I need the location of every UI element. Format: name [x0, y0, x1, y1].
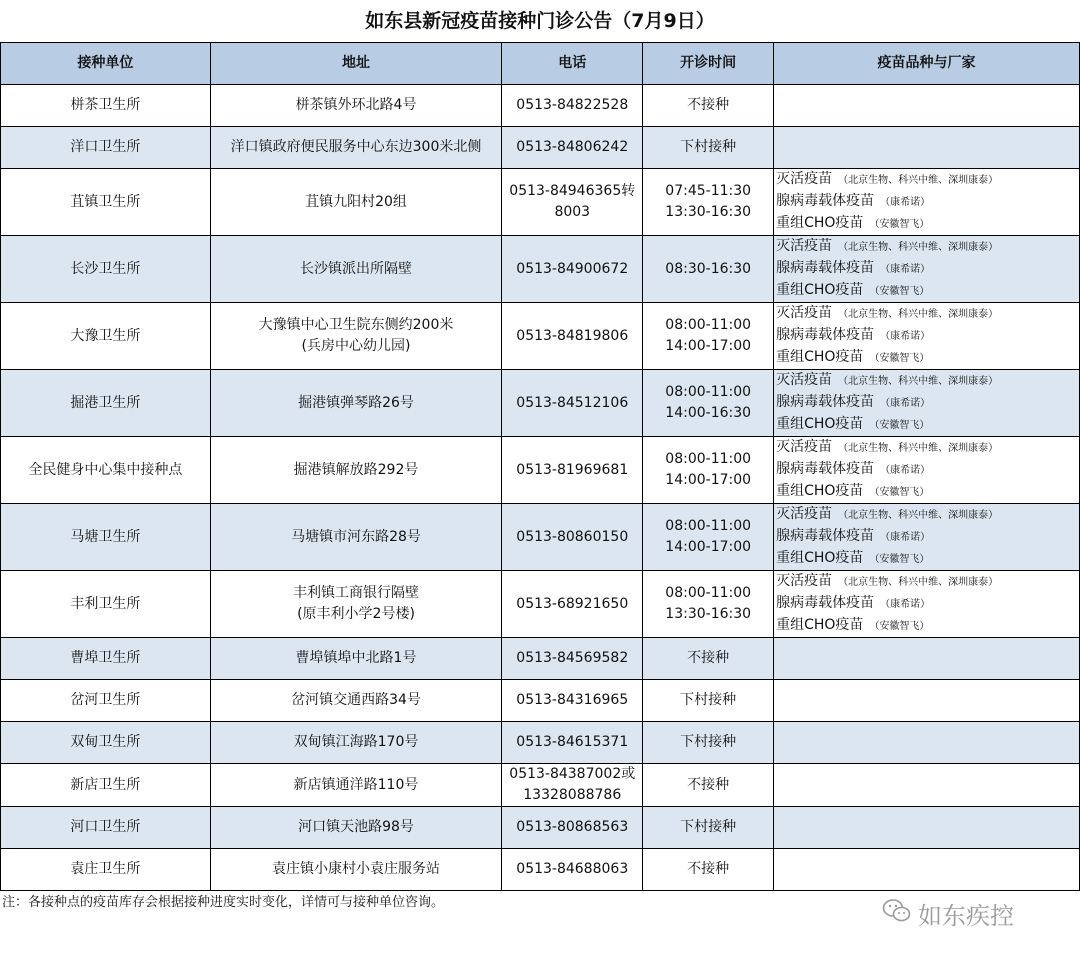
hours-line: 不接种: [687, 861, 730, 877]
cell-phone: [502, 571, 643, 638]
hours-line: 08:30-16:30: [665, 260, 752, 277]
header-hours: 开诊时间: [643, 43, 774, 85]
cell-phone: [502, 680, 643, 722]
cell-phone: [502, 437, 643, 504]
cell-vaccines: [774, 807, 1080, 849]
vaccine-name: 重组CHO疫苗: [776, 349, 864, 365]
address-line: 掘港镇解放路292号: [293, 461, 419, 478]
cell-address: [210, 571, 502, 638]
header-phone: 电话: [502, 43, 643, 85]
cell-unit: 马塘卫生所: [1, 504, 211, 571]
vaccine-maker: （安徽智飞）: [869, 353, 930, 364]
vaccine-line: [776, 392, 1079, 414]
vaccine-name: 腺病毒载体疫苗: [776, 394, 875, 410]
address-line: 苴镇九阳村20组: [305, 193, 407, 210]
table-row: [1, 638, 1080, 680]
cell-unit: 袁庄卫生所: [1, 849, 211, 891]
hours-line: 不接种: [687, 97, 730, 113]
cell-hours: [643, 571, 774, 638]
vaccine-maker: （北京生物、科兴中维、深圳康泰）: [838, 577, 999, 588]
phone-line: 0513-84316965: [516, 692, 629, 708]
hours-line: 14:00-17:00: [665, 338, 752, 354]
vaccine-name: 灭活疫苗: [776, 171, 833, 187]
vaccine-maker: （安徽智飞）: [869, 554, 930, 565]
vaccine-line: [776, 347, 1079, 369]
cell-hours: [643, 807, 774, 849]
table-row: [1, 764, 1080, 807]
vaccine-maker: （北京生物、科兴中维、深圳康泰）: [838, 443, 999, 454]
hours-line: 08:00-11:00: [665, 518, 752, 534]
cell-address: [210, 722, 502, 764]
vaccine-line: [776, 571, 1079, 593]
cell-hours: [643, 370, 774, 437]
vaccine-maker: （安徽智飞）: [869, 420, 930, 431]
cell-address: [210, 638, 502, 680]
address-line: 丰利镇工商银行隔壁: [293, 585, 419, 601]
address-line: 栟茶镇外环北路4号: [295, 97, 417, 113]
vaccine-maker: （康希诺）: [880, 331, 931, 342]
cell-unit: 双甸卫生所: [1, 722, 211, 764]
cell-address: [210, 169, 502, 236]
table-row: [1, 722, 1080, 764]
address-line: 曹埠镇埠中北路1号: [295, 650, 417, 666]
cell-address: [210, 437, 502, 504]
address-line: (兵房中心幼儿园): [301, 338, 411, 354]
cell-unit: 苴镇卫生所: [1, 169, 211, 236]
cell-vaccines: [774, 680, 1080, 722]
cell-hours: [643, 236, 774, 303]
cell-hours: [643, 764, 774, 807]
vaccine-name: 灭活疫苗: [776, 439, 833, 455]
cell-unit: 曹埠卫生所: [1, 638, 211, 680]
vaccine-line: [776, 548, 1079, 570]
cell-vaccines: [774, 127, 1080, 169]
address-line: 新店镇通洋路110号: [293, 776, 419, 793]
header-unit: 接种单位: [1, 43, 211, 85]
hours-line: 下村接种: [680, 819, 737, 835]
table-row: [1, 85, 1080, 127]
cell-address: [210, 236, 502, 303]
cell-vaccines: [774, 303, 1080, 370]
hours-line: 14:00-17:00: [665, 472, 752, 488]
cell-address: [210, 504, 502, 571]
cell-address: [210, 370, 502, 437]
address-line: 河口镇天池路98号: [298, 819, 414, 835]
cell-hours: [643, 638, 774, 680]
cell-vaccines: [774, 236, 1080, 303]
hours-line: 下村接种: [680, 734, 737, 750]
cell-vaccines: [774, 169, 1080, 236]
vaccine-name: 腺病毒载体疫苗: [776, 528, 875, 544]
cell-unit: 洋口卫生所: [1, 127, 211, 169]
cell-phone: [502, 127, 643, 169]
vaccine-name: 重组CHO疫苗: [776, 282, 864, 298]
vaccine-maker: （北京生物、科兴中维、深圳康泰）: [838, 309, 999, 320]
table-row: [1, 303, 1080, 370]
vaccine-name: 腺病毒载体疫苗: [776, 595, 875, 611]
vaccine-name: 灭活疫苗: [776, 573, 833, 589]
phone-line: 0513-80868563: [516, 819, 629, 835]
table-row: [1, 127, 1080, 169]
table-header-row: [1, 43, 1080, 85]
cell-vaccines: [774, 571, 1080, 638]
watermark-text: 如东疾控: [918, 902, 1014, 930]
vaccine-line: [776, 169, 1079, 191]
address-line: 掘港镇弹琴路26号: [298, 394, 414, 411]
cell-phone: [502, 764, 643, 807]
cell-vaccines: [774, 504, 1080, 571]
cell-address: [210, 85, 502, 127]
page-title: 如东县新冠疫苗接种门诊公告（7月9日）: [365, 10, 715, 32]
vaccine-line: [776, 325, 1079, 347]
cell-vaccines: [774, 437, 1080, 504]
header-vaccines: 疫苗品种与厂家: [774, 43, 1080, 85]
hours-line: 13:30-16:30: [665, 204, 752, 220]
hours-line: 13:30-16:30: [665, 606, 752, 622]
phone-line: 0513-84512106: [516, 394, 629, 411]
table-row: [1, 236, 1080, 303]
table-row: [1, 680, 1080, 722]
phone-line: 0513-84688063: [516, 861, 629, 877]
cell-unit: 河口卫生所: [1, 807, 211, 849]
cell-phone: [502, 722, 643, 764]
vaccine-maker: （安徽智飞）: [869, 219, 930, 230]
vaccine-name: 重组CHO疫苗: [776, 416, 864, 432]
hours-line: 14:00-17:00: [665, 539, 752, 555]
vaccine-line: [776, 280, 1079, 302]
hours-line: 08:00-11:00: [665, 317, 752, 333]
cell-unit: 岔河卫生所: [1, 680, 211, 722]
cell-hours: [643, 127, 774, 169]
phone-line: 0513-84806242: [516, 139, 629, 155]
header-address: 地址: [210, 43, 502, 85]
vaccine-maker: （安徽智飞）: [869, 286, 930, 297]
phone-line: 0513-84900672: [516, 260, 629, 277]
table-row: [1, 370, 1080, 437]
address-line: 袁庄镇小康村小袁庄服务站: [272, 861, 440, 877]
phone-line: 0513-80860150: [516, 528, 629, 545]
cell-phone: [502, 303, 643, 370]
vaccine-line: [776, 191, 1079, 213]
vaccine-line: [776, 414, 1079, 436]
phone-line: 0513-84387002或: [509, 766, 636, 782]
phone-line: 0513-68921650: [516, 595, 629, 612]
cell-hours: [643, 680, 774, 722]
phone-line: 0513-84946365转: [509, 183, 636, 199]
vaccine-name: 灭活疫苗: [776, 238, 833, 254]
address-line: 马塘镇市河东路28号: [291, 528, 421, 545]
vaccine-maker: （康希诺）: [880, 264, 931, 275]
wechat-icon: [882, 898, 912, 930]
cell-vaccines: [774, 849, 1080, 891]
cell-hours: [643, 849, 774, 891]
cell-hours: [643, 303, 774, 370]
cell-unit: 长沙卫生所: [1, 236, 211, 303]
table-row: [1, 849, 1080, 891]
vaccine-line: [776, 258, 1079, 280]
cell-unit: 栟茶卫生所: [1, 85, 211, 127]
cell-phone: [502, 169, 643, 236]
vaccine-name: 重组CHO疫苗: [776, 550, 864, 566]
address-line: (原丰利小学2号楼): [297, 606, 415, 622]
cell-address: [210, 127, 502, 169]
cell-hours: [643, 169, 774, 236]
address-line: 大豫镇中心卫生院东侧约200米: [258, 317, 454, 333]
phone-line: 0513-84822528: [516, 97, 629, 113]
cell-phone: [502, 849, 643, 891]
hours-line: 08:00-11:00: [665, 451, 752, 467]
phone-line: 8003: [554, 204, 591, 220]
cell-hours: [643, 722, 774, 764]
vaccine-line: [776, 437, 1079, 459]
vaccine-line: [776, 526, 1079, 548]
hours-line: 14:00-16:30: [665, 405, 752, 421]
cell-vaccines: [774, 722, 1080, 764]
cell-address: [210, 807, 502, 849]
hours-line: 不接种: [687, 776, 730, 793]
vaccine-line: [776, 370, 1079, 392]
clinic-table: [0, 42, 1080, 891]
vaccine-name: 灭活疫苗: [776, 305, 833, 321]
address-line: 洋口镇政府便民服务中心东边300米北侧: [230, 139, 482, 155]
phone-line: 0513-81969681: [516, 461, 629, 478]
vaccine-line: [776, 459, 1079, 481]
cell-address: [210, 303, 502, 370]
hours-line: 下村接种: [680, 139, 737, 155]
vaccine-line: [776, 303, 1079, 325]
vaccine-line: [776, 481, 1079, 503]
table-row: [1, 571, 1080, 638]
hours-line: 不接种: [687, 650, 730, 666]
vaccine-maker: （北京生物、科兴中维、深圳康泰）: [838, 175, 999, 186]
vaccine-name: 重组CHO疫苗: [776, 215, 864, 231]
cell-vaccines: [774, 764, 1080, 807]
phone-line: 0513-84819806: [516, 327, 629, 344]
cell-unit: 新店卫生所: [1, 764, 211, 807]
vaccine-line: [776, 236, 1079, 258]
hours-line: 08:00-11:00: [665, 384, 752, 400]
cell-vaccines: [774, 370, 1080, 437]
vaccine-name: 重组CHO疫苗: [776, 483, 864, 499]
cell-hours: [643, 437, 774, 504]
address-line: 岔河镇交通西路34号: [291, 692, 421, 708]
vaccine-name: 腺病毒载体疫苗: [776, 193, 875, 209]
vaccine-maker: （康希诺）: [880, 398, 931, 409]
vaccine-maker: （北京生物、科兴中维、深圳康泰）: [838, 510, 999, 521]
cell-hours: [643, 85, 774, 127]
cell-hours: [643, 504, 774, 571]
cell-phone: [502, 370, 643, 437]
cell-unit: 丰利卫生所: [1, 571, 211, 638]
hours-line: 下村接种: [680, 692, 737, 708]
vaccine-line: [776, 213, 1079, 235]
watermark: [882, 896, 1014, 931]
cell-unit: 全民健身中心集中接种点: [1, 437, 211, 504]
cell-address: [210, 764, 502, 807]
table-row: [1, 437, 1080, 504]
phone-line: 13328088786: [523, 787, 622, 803]
table-row: [1, 807, 1080, 849]
cell-address: [210, 680, 502, 722]
phone-line: 0513-84615371: [516, 734, 629, 750]
vaccine-maker: （安徽智飞）: [869, 487, 930, 498]
vaccine-line: [776, 504, 1079, 526]
table-row: [1, 504, 1080, 571]
vaccine-maker: （北京生物、科兴中维、深圳康泰）: [838, 376, 999, 387]
cell-phone: [502, 638, 643, 680]
vaccine-name: 腺病毒载体疫苗: [776, 260, 875, 276]
table-body: [1, 85, 1080, 891]
cell-phone: [502, 807, 643, 849]
phone-line: 0513-84569582: [516, 650, 629, 666]
vaccine-line: [776, 593, 1079, 615]
footnote: 注：各接种点的疫苗库存会根据接种进度实时变化，详情可与接种单位咨询。: [2, 895, 445, 910]
vaccine-name: 灭活疫苗: [776, 372, 833, 388]
hours-line: 07:45-11:30: [665, 183, 752, 199]
vaccine-name: 重组CHO疫苗: [776, 617, 864, 633]
cell-vaccines: [774, 638, 1080, 680]
vaccine-maker: （康希诺）: [880, 532, 931, 543]
table-row: [1, 169, 1080, 236]
vaccine-maker: （北京生物、科兴中维、深圳康泰）: [838, 242, 999, 253]
cell-vaccines: [774, 85, 1080, 127]
address-line: 双甸镇江海路170号: [293, 734, 419, 750]
cell-phone: [502, 504, 643, 571]
cell-phone: [502, 85, 643, 127]
vaccine-name: 腺病毒载体疫苗: [776, 461, 875, 477]
vaccine-line: [776, 615, 1079, 637]
vaccine-maker: （康希诺）: [880, 599, 931, 610]
vaccine-name: 腺病毒载体疫苗: [776, 327, 875, 343]
vaccine-maker: （康希诺）: [880, 197, 931, 208]
hours-line: 08:00-11:00: [665, 585, 752, 601]
cell-unit: 掘港卫生所: [1, 370, 211, 437]
cell-address: [210, 849, 502, 891]
vaccine-maker: （康希诺）: [880, 465, 931, 476]
address-line: 长沙镇派出所隔壁: [300, 260, 412, 277]
vaccine-name: 灭活疫苗: [776, 506, 833, 522]
cell-phone: [502, 236, 643, 303]
cell-unit: 大豫卫生所: [1, 303, 211, 370]
vaccine-maker: （安徽智飞）: [869, 621, 930, 632]
